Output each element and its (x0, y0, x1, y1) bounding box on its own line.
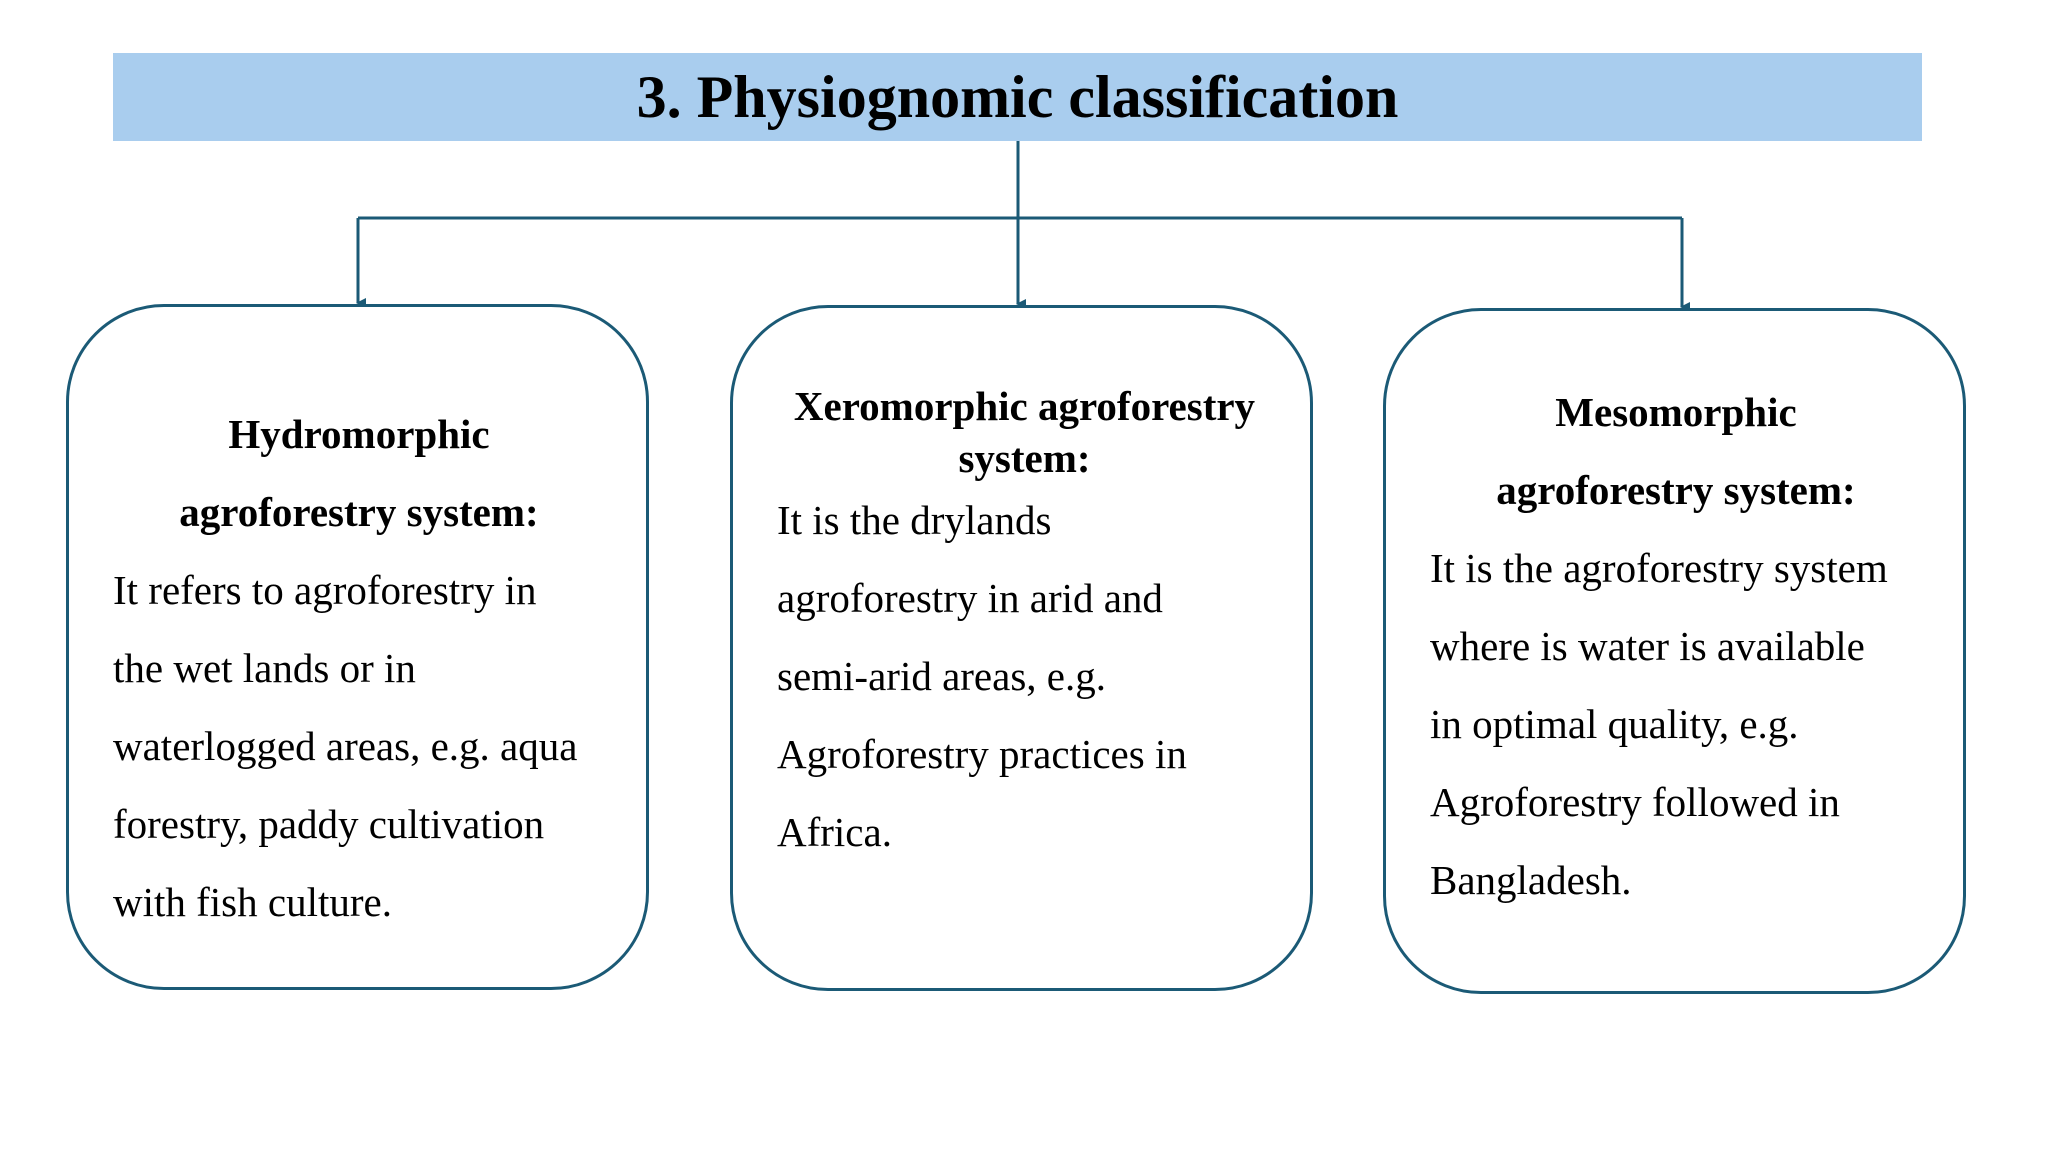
node-description: It is the agroforestry system where is water is available in optimal quality, e.g. Agroforestry followed in Bangladesh. (1430, 545, 1888, 903)
diagram-title: 3. Physiognomic classification (636, 64, 1399, 130)
mesomorphic-node (1383, 308, 1966, 994)
hydromorphic-node (66, 304, 649, 990)
title-bar (113, 53, 1922, 141)
node-description: It is the drylands agroforestry in arid and semi-arid areas, e.g. Agroforestry practices in Africa. (777, 497, 1187, 855)
node-heading: Hydromorphic agroforestry system: (179, 411, 539, 535)
node-description: It refers to agroforestry in the wet lands or in waterlogged areas, e.g. aqua forestry, paddy cultivation with fish culture. (113, 567, 578, 925)
node-heading: Xeromorphic agroforestry system: (793, 383, 1256, 481)
node-heading: Mesomorphic agroforestry system: (1496, 389, 1856, 513)
xeromorphic-node (730, 305, 1313, 991)
